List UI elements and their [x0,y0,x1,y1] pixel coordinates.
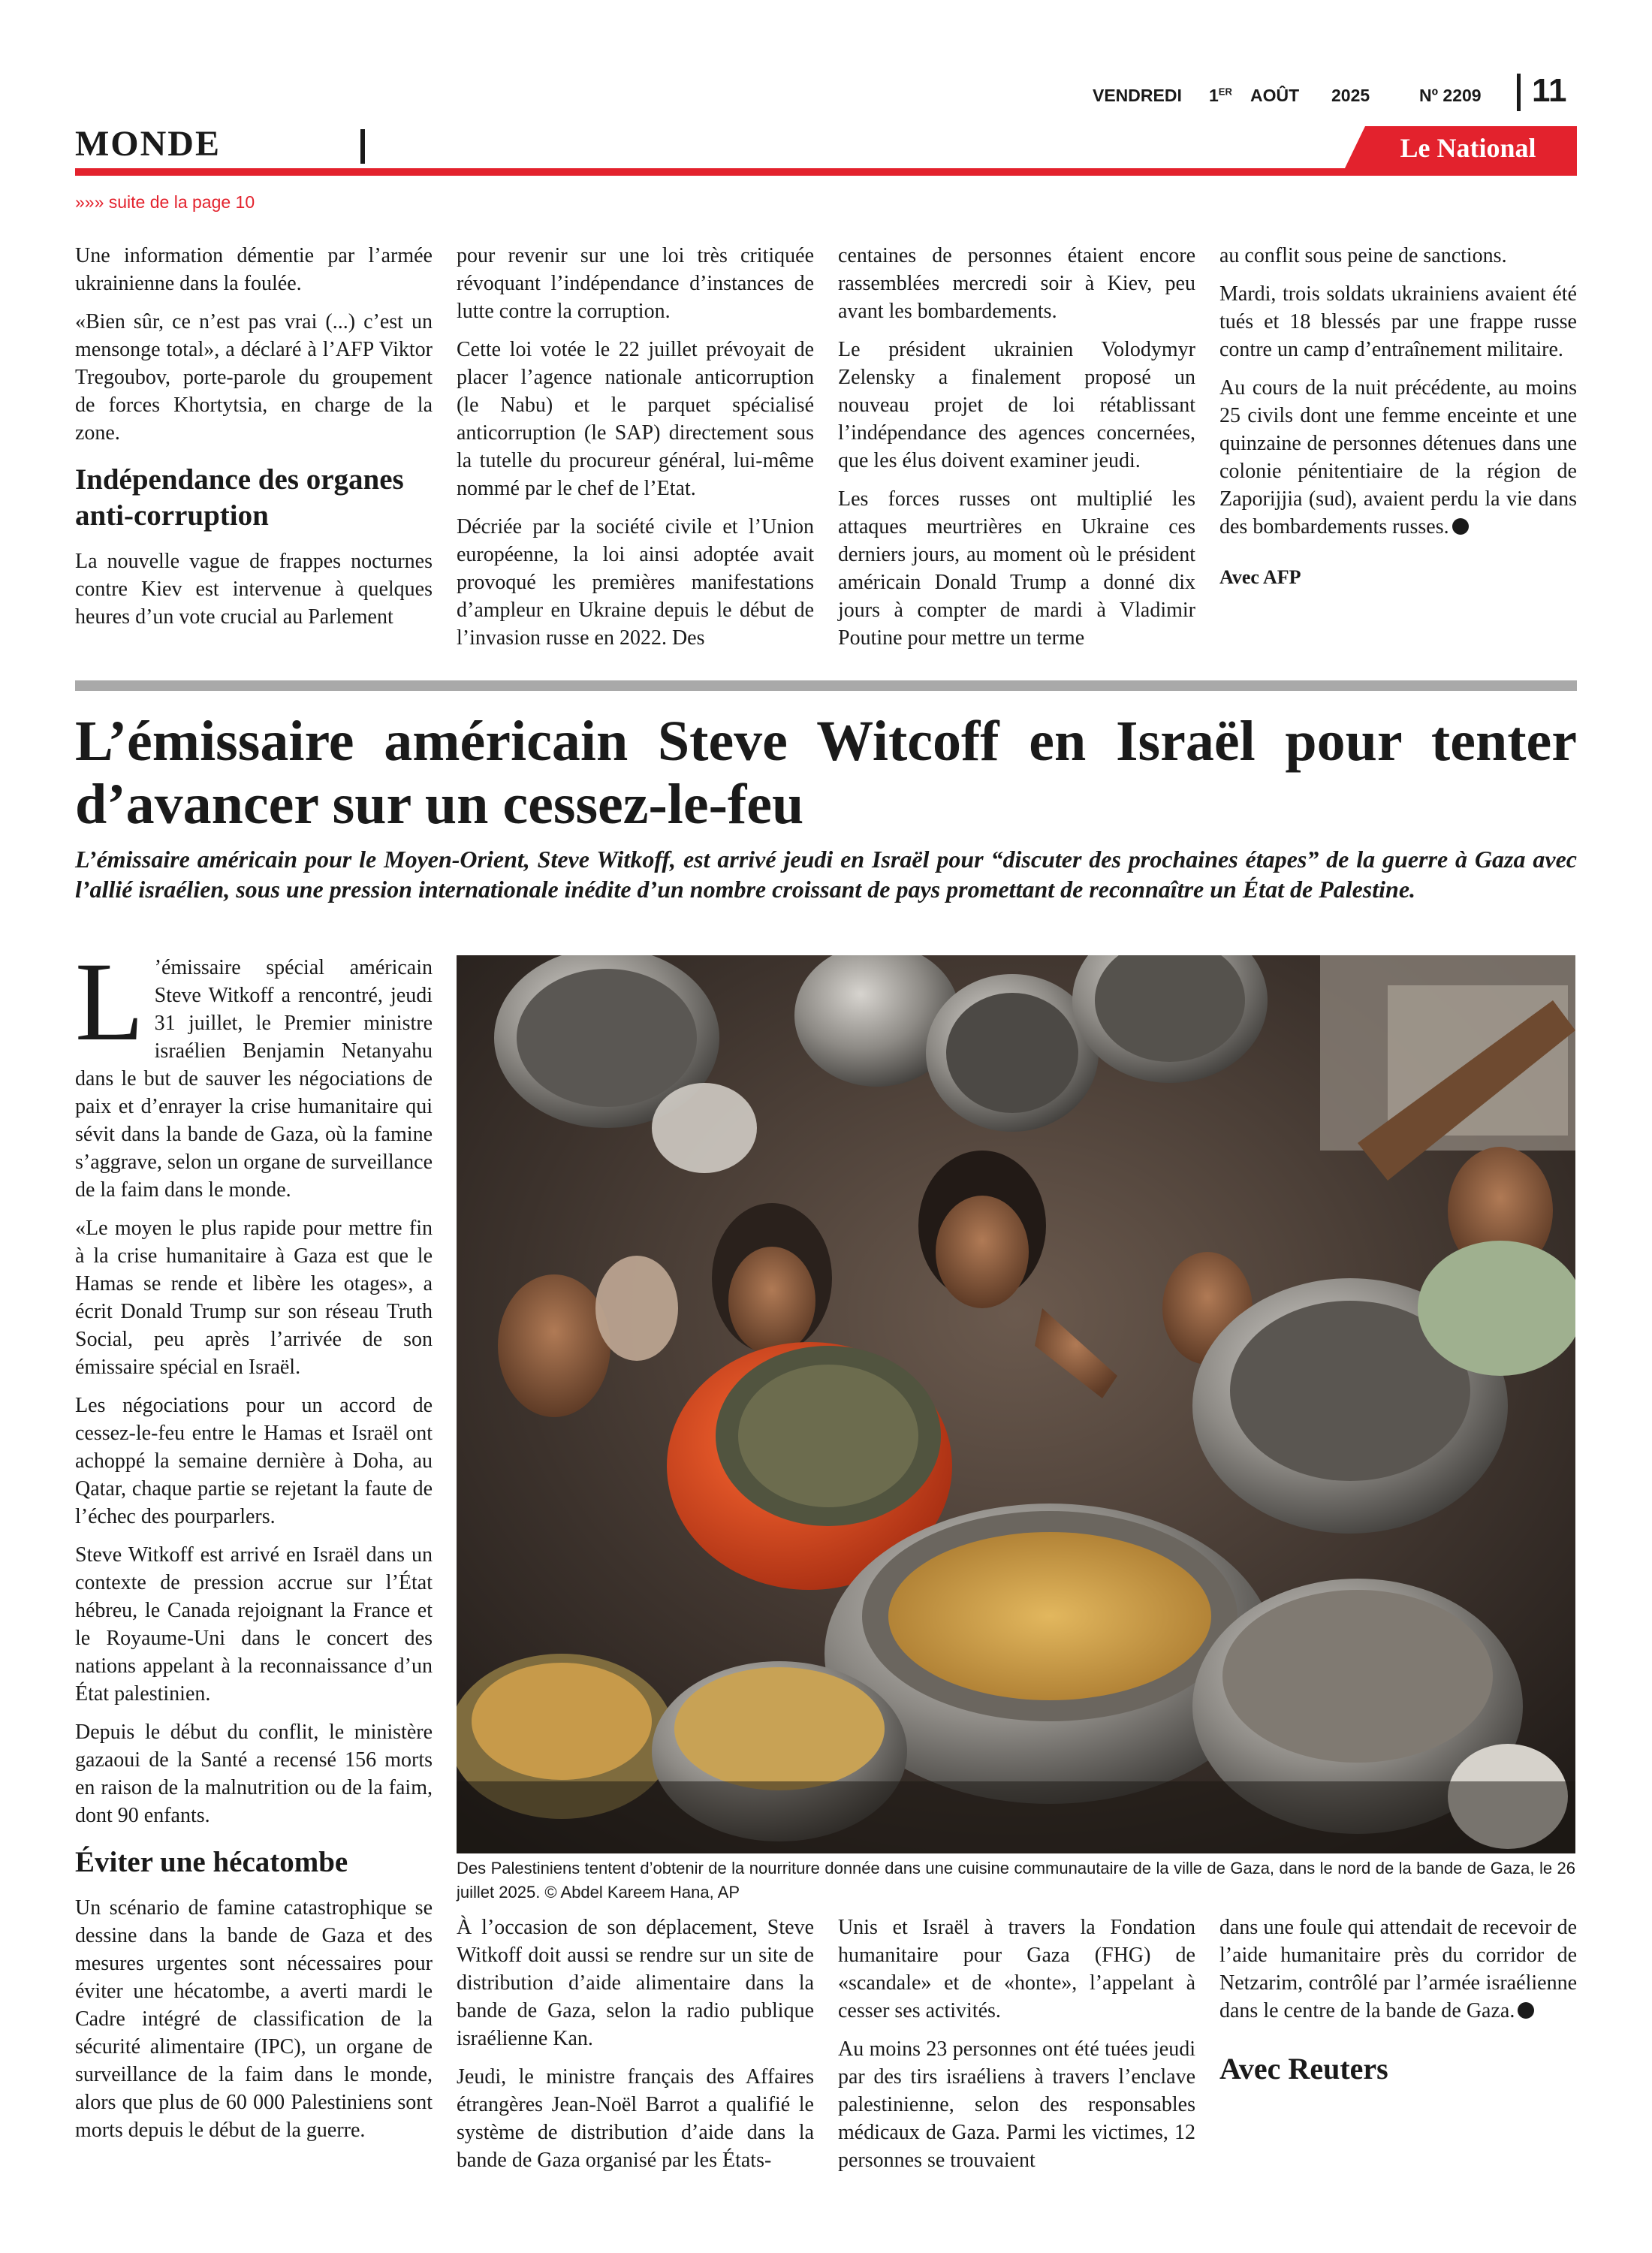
news-photo [457,955,1575,1853]
drop-cap: L [75,940,144,1064]
paragraph: Jeudi, le ministre français des Affaires étrangères Jean-Noël Barrot a qualifié le système de distribution d’aide dans la bande de Gaza organisé par les États- [457,2065,814,2172]
paragraph: Un scénario de famine catastrophique se dessine dans la bande de Gaza et des mesures urgentes sont nécessaires pour éviter une hécatombe, a averti mardi le Cadre intégré de classification de la sécurité alimentaire (IPC), un organe de surveillance de la faim dans le monde, alors que plus de 60 000 Palestiniens sont morts depuis le début de la guerre. [75,1896,433,2142]
paragraph: Au moins 23 personnes ont été tuées jeudi par des tirs israéliens à travers l’enclave palestinienne, selon des responsables médicaux de Gaza. Parmi les victimes, 12 personnes se trouvaient [838,2037,1195,2172]
paragraph: Depuis le début du conflit, le ministère gazaoui de la Santé a recensé 156 morts en raison de la malnutrition ou de la faim, dont 90 enfants. [75,1721,433,1827]
paragraph: Mardi, trois soldats ukrainiens avaient été tués et 18 blessés par une frappe russe contre un camp d’entraînement militaire. [1219,282,1577,361]
paragraph: dans une foule qui attendait de recevoir de l’aide humanitaire près du corridor de Netzarim, contrôlé par l’armée israélienne dans le centre de la bande de Gaza. [1219,1916,1577,2022]
edition-date-number: 1ER [1209,86,1232,105]
paragraph: Steve Witkoff est arrivé en Israël dans un contexte de pression accrue sur l’État hébreu, le Canada rejoignant la France et le Royaume-Uni dans le concert des nations appelant à la reconnaissance d’un État palestinien. [75,1543,433,1706]
paragraph: pour revenir sur une loi très critiquée révoquant l’indépendance d’instances de lutte contre la corruption. [457,244,814,323]
paragraph: Unis et Israël à travers la Fondation humanitaire pour Gaza (FHG) de «scandale» et de «honte», l’appelant à cesser ses activités. [838,1916,1195,2022]
subheading: Éviter une hécatombe [75,1846,348,1878]
paragraph: Au cours de la nuit précédente, au moins 25 civils dont une femme enceinte et une quinzaine de personnes détenues dans une colonie pénitentiaire de la région de Zaporijjia (sud), avaient perdu la vie dans des bombardements russes. [1219,376,1577,538]
continuation-note: »»» suite de la page 10 [75,192,255,212]
top-article-column-3 [838,242,1195,662]
article-divider [75,680,1577,691]
paragraph: Les forces russes ont multiplié les attaques meurtrières en Ukraine ces derniers jours, au moment où le président américain Donald Trump a donné dix jours à compter de mardi à Vladimir Poutine pour mettre un terme [838,487,1195,650]
edition-month: AOÛT [1250,86,1300,105]
top-article-column-1 [75,242,433,641]
section-divider [360,129,365,164]
paragraph: Une information démentie par l’armée ukrainienne dans la foulée. [75,244,433,295]
paragraph: au conflit sous peine de sanctions. [1219,244,1507,267]
page-number-divider [1517,74,1521,111]
photo-caption: Des Palestiniens tentent d’obtenir de la nourriture donnée dans une cuisine communautaire de la ville de Gaza, dans le nord de la bande de Gaza, le 26 juillet 2025. © Abdel Kareem Hana, AP [457,1859,1575,1902]
paragraph: À l’occasion de son déplacement, Steve Witkoff doit aussi se rendre sur un site de distribution d’aide alimentaire dans la bande de Gaza, selon la radio publique israélienne Kan. [457,1916,814,2050]
page-number: 11 [1532,72,1567,109]
paragraph: Les négociations pour un accord de cessez-le-feu entre le Hamas et Israël ont achoppé la semaine dernière à Doha, au Qatar, chaque partie se rejetant la faute de l’échec des pourparlers. [75,1394,433,1528]
article-signature: Avec Reuters [1219,2052,1388,2086]
main-article-column-3 [838,1914,1195,2185]
paragraph: Le président ukrainien Volodymyr Zelensky a finalement proposé un nouveau projet de loi rétablissant l’indépendance des agences concernées, que les élus doivent examiner jeudi. [838,338,1195,472]
issue-number: Nº 2209 [1419,86,1482,105]
article-signature: Avec AFP [1219,566,1301,588]
edition-date-line [1093,81,1491,111]
subheading: Indépendance des organes anti-corruption [75,463,404,532]
top-article-column-2 [457,242,814,662]
paragraph: «Le moyen le plus rapide pour mettre fin à la crise humanitaire à Gaza est que le Hamas se rende et libère les otages», a écrit Donald Trump sur son réseau Truth Social, peu après l’arrivée de son émissaire spécial en Israël. [75,1217,433,1379]
top-article-column-4 [1219,242,1577,591]
section-title: MONDE [75,124,221,164]
paragraph: L ’émissaire spécial américain Steve Witkoff a rencontré, jeudi 31 juillet, le Premier ministre israélien Benjamin Netanyahu dans le but de sauver les négociations de paix et d’enrayer la crise humanitaire qui sévit dans la bande de Gaza, où la famine s’aggrave, selon un organe de surveillance de la faim dans le monde. [75,940,433,1202]
main-article-column-1 [75,940,433,2155]
paragraph: «Bien sûr, ce n’est pas vrai (...) c’est un mensonge total», a déclaré à l’AFP Viktor Tregoubov, porte-parole du groupement de forces Khortytsia, en charge de la zone. [75,310,433,445]
paragraph: Décriée par la société civile et l’Union européenne, la loi ainsi adoptée avait provoqué les premières manifestations d’ampleur en Ukraine depuis le début de l’invasion russe en 2022. Des [457,515,814,650]
edition-year: 2025 [1331,86,1370,105]
paragraph: centaines de personnes étaient encore rassemblées mercredi soir à Kiev, peu avant les bombardements. [838,244,1195,323]
photo-illustration [457,955,1575,1853]
edition-day: VENDREDI [1093,86,1182,105]
article-headline: L’émissaire américain Steve Witcoff en Israël pour tenter d’avancer sur un cessez-le-feu [75,710,1577,836]
paragraph: Cette loi votée le 22 juillet prévoyait de placer l’agence nationale anticorruption (le Nabu) et le parquet spécialisé anticorruption (le SAP) directement sous la tutelle du procureur général, lui-même nommé par le chef de l’Etat. [457,338,814,500]
article-standfirst: L’émissaire américain pour le Moyen-Orient, Steve Witkoff, est arrivé jeudi en Israël pour “discuter des prochaines étapes” de la guerre à Gaza avec l’allié israélien, sous une pression internationale inédite d’un nombre croissant de pays promettant de reconnaître un État de Palestine. [75,846,1577,903]
main-article-column-4 [1219,1914,1577,2086]
header-rule [75,168,1577,176]
end-of-article-icon [1452,518,1469,535]
paragraph: La nouvelle vague de frappes nocturnes contre Kiev est intervenue à quelques heures d’un vote crucial au Parlement [75,550,433,629]
main-article-column-2 [457,1914,814,2185]
brand-name: Le National [1400,133,1536,163]
end-of-article-icon [1518,2002,1534,2019]
